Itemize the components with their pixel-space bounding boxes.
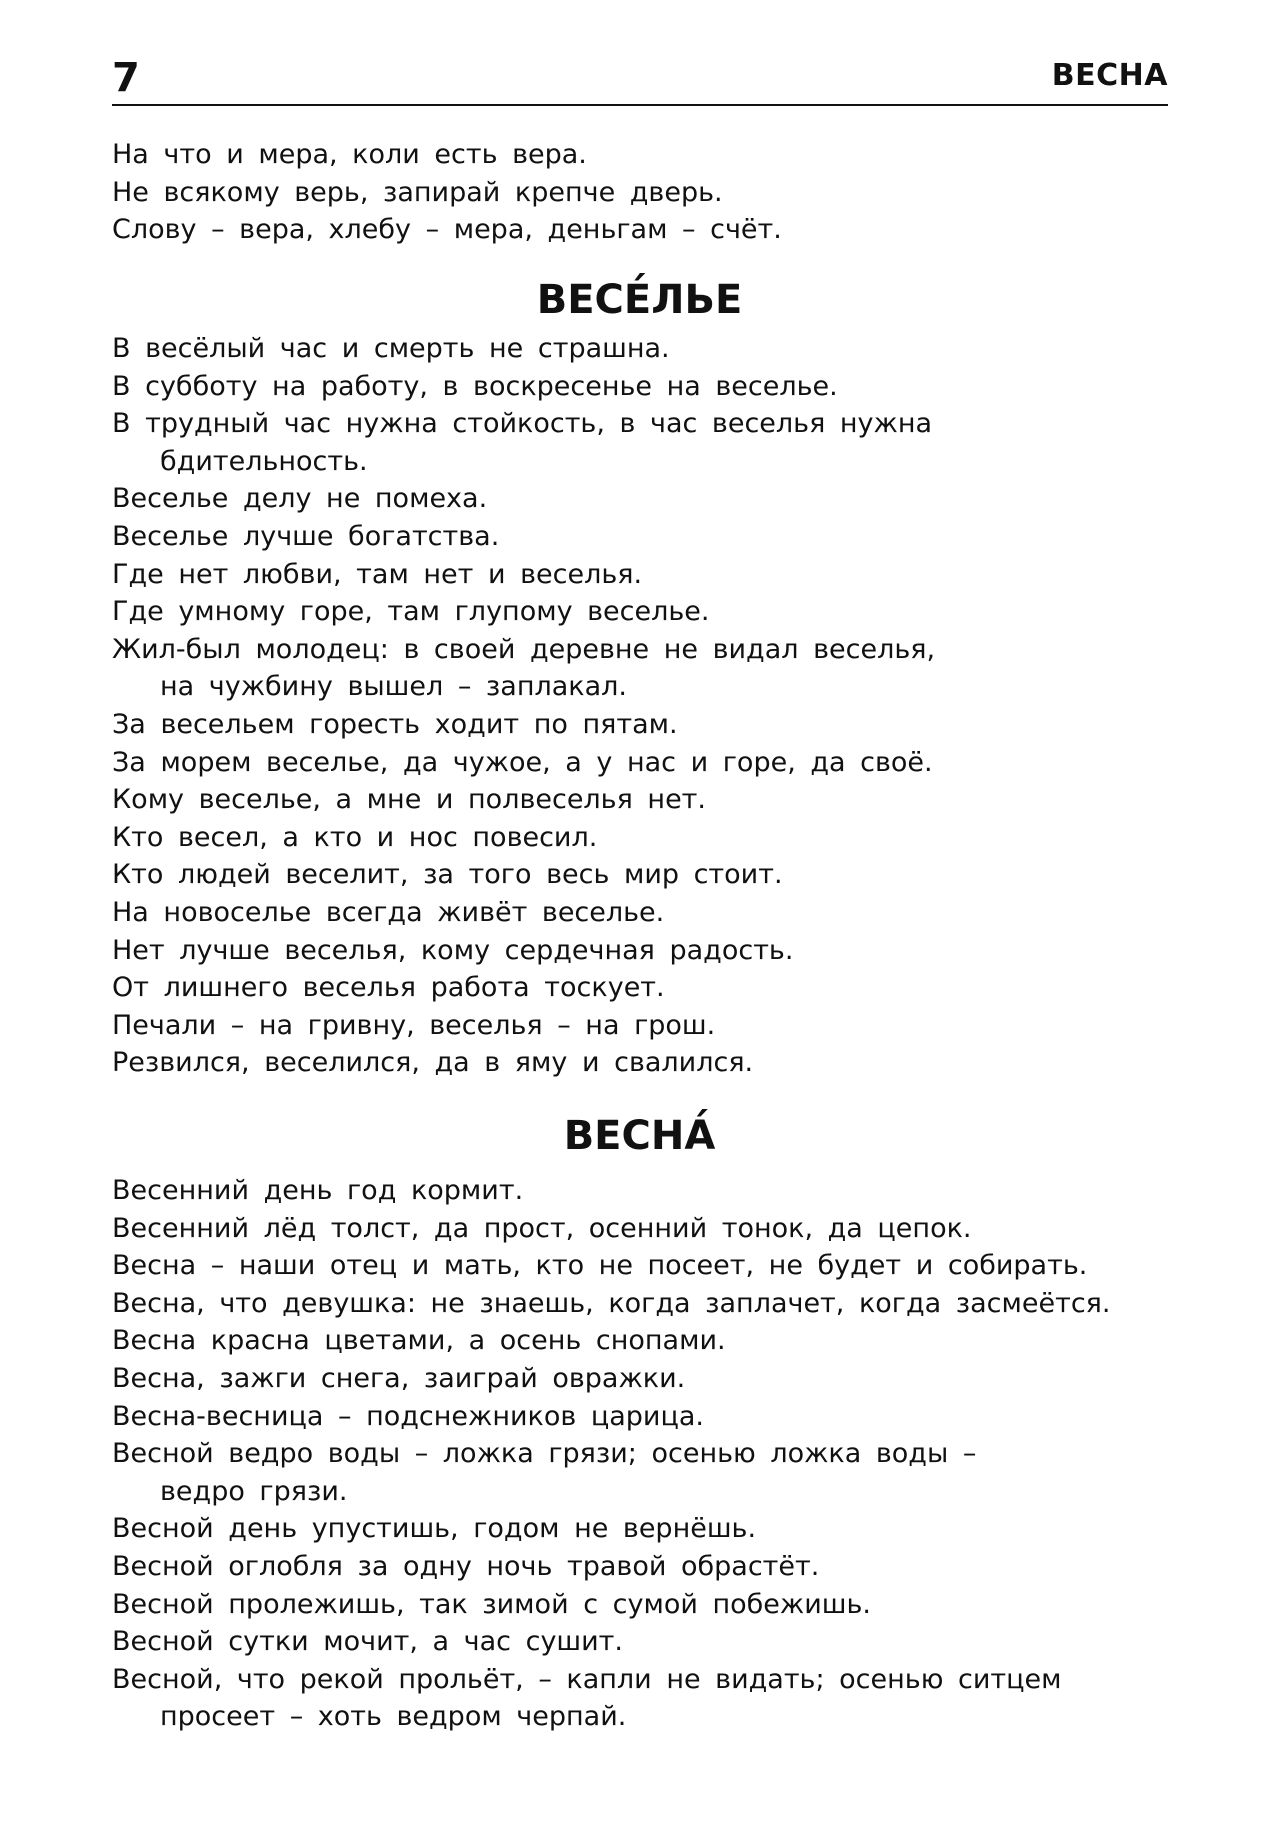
page-header	[112, 52, 1168, 106]
proverb-line: За морем веселье, да чужое, а у нас и горе, да своё.	[112, 746, 933, 778]
proverb-line: Весной пролежишь, так зимой с сумой побежишь.	[112, 1588, 871, 1620]
proverb-line: Весной оглобля за одну ночь травой обрастёт.	[112, 1550, 820, 1582]
proverb-line: За весельем горесть ходит по пятам.	[112, 708, 678, 740]
proverb-line: Весенний день год кормит.	[112, 1175, 524, 1206]
intro-proverbs	[112, 136, 1192, 249]
proverb-line: Весна, что девушка: не знаешь, когда заплачет, когда засмеётся.	[112, 1287, 1111, 1319]
section-title-vesele: ВЕСЕ́ЛЬЕ	[536, 277, 743, 323]
running-title: ВЕСНА	[1051, 58, 1168, 93]
proverb-line: Резвился, веселился, да в яму и свалился.	[112, 1047, 754, 1079]
proverb-line: Где нет любви, там нет и веселья.	[112, 558, 643, 590]
proverb-line: Кто весел, а кто и нос повесил.	[112, 821, 598, 853]
section-vesna-proverbs	[112, 1172, 1192, 1736]
proverb-line: В весёлый час и смерть не страшна.	[112, 333, 670, 364]
proverb-line: Нет лучше веселья, кому сердечная радость.	[112, 934, 794, 966]
proverb-line: Весенний лёд толст, да прост, осенний тонок, да цепок.	[112, 1212, 972, 1244]
proverb-line: Слову – вера, хлебу – мера, деньгам – счёт.	[112, 214, 782, 246]
proverb-line-continuation: на чужбину вышел – заплакал.	[160, 671, 627, 703]
proverb-line: Кому веселье, а мне и полвеселья нет.	[112, 784, 706, 816]
proverb-line: В трудный час нужна стойкость, в час веселья нужна	[112, 408, 933, 440]
proverb-line: От лишнего веселья работа тоскует.	[112, 972, 665, 1004]
proverb-line: Кто людей веселит, за того весь мир стоит.	[112, 859, 783, 891]
page-number: 7	[112, 55, 140, 101]
proverb-line: Печали – на гривну, веселья – на грош.	[112, 1009, 716, 1041]
proverb-line: Не всякому верь, запирай крепче дверь.	[112, 176, 723, 208]
proverb-line: Весна красна цветами, а осень снопами.	[112, 1325, 726, 1357]
proverb-line: Весной день упустишь, годом не вернёшь.	[112, 1513, 757, 1545]
proverb-line: Весна – наши отец и мать, кто не посеет, не будет и собирать.	[112, 1250, 1088, 1282]
proverb-line: Весна-весница – подснежников царица.	[112, 1400, 704, 1432]
proverb-line: В субботу на работу, в воскресенье на веселье.	[112, 370, 838, 402]
proverb-line: Весной, что рекой прольёт, – капли не видать; осенью ситцем	[112, 1663, 1062, 1695]
proverb-line: Весной ведро воды – ложка грязи; осенью ложка воды –	[112, 1438, 977, 1470]
proverb-line: Веселье лучше богатства.	[112, 520, 500, 552]
proverb-line: Жил-был молодец: в своей деревне не видал веселья,	[112, 633, 936, 665]
proverb-line: Весной сутки мочит, а час сушит.	[112, 1626, 623, 1658]
proverb-line: Где умному горе, там глупому веселье.	[112, 596, 710, 628]
proverb-line-continuation: просеет – хоть ведром черпай.	[160, 1701, 627, 1733]
proverb-line: На новоселье всегда живёт веселье.	[112, 896, 665, 928]
proverb-line: На что и мера, коли есть вера.	[112, 139, 587, 170]
proverb-line-continuation: ведро грязи.	[160, 1475, 348, 1507]
proverb-line: Веселье делу не помеха.	[112, 483, 488, 515]
proverb-line: Весна, зажги снега, заиграй овражки.	[112, 1362, 686, 1394]
proverb-line-continuation: бдительность.	[160, 445, 368, 477]
section-vesele-proverbs	[112, 330, 1192, 1082]
section-title-vesna: ВЕСНА́	[563, 1113, 716, 1159]
